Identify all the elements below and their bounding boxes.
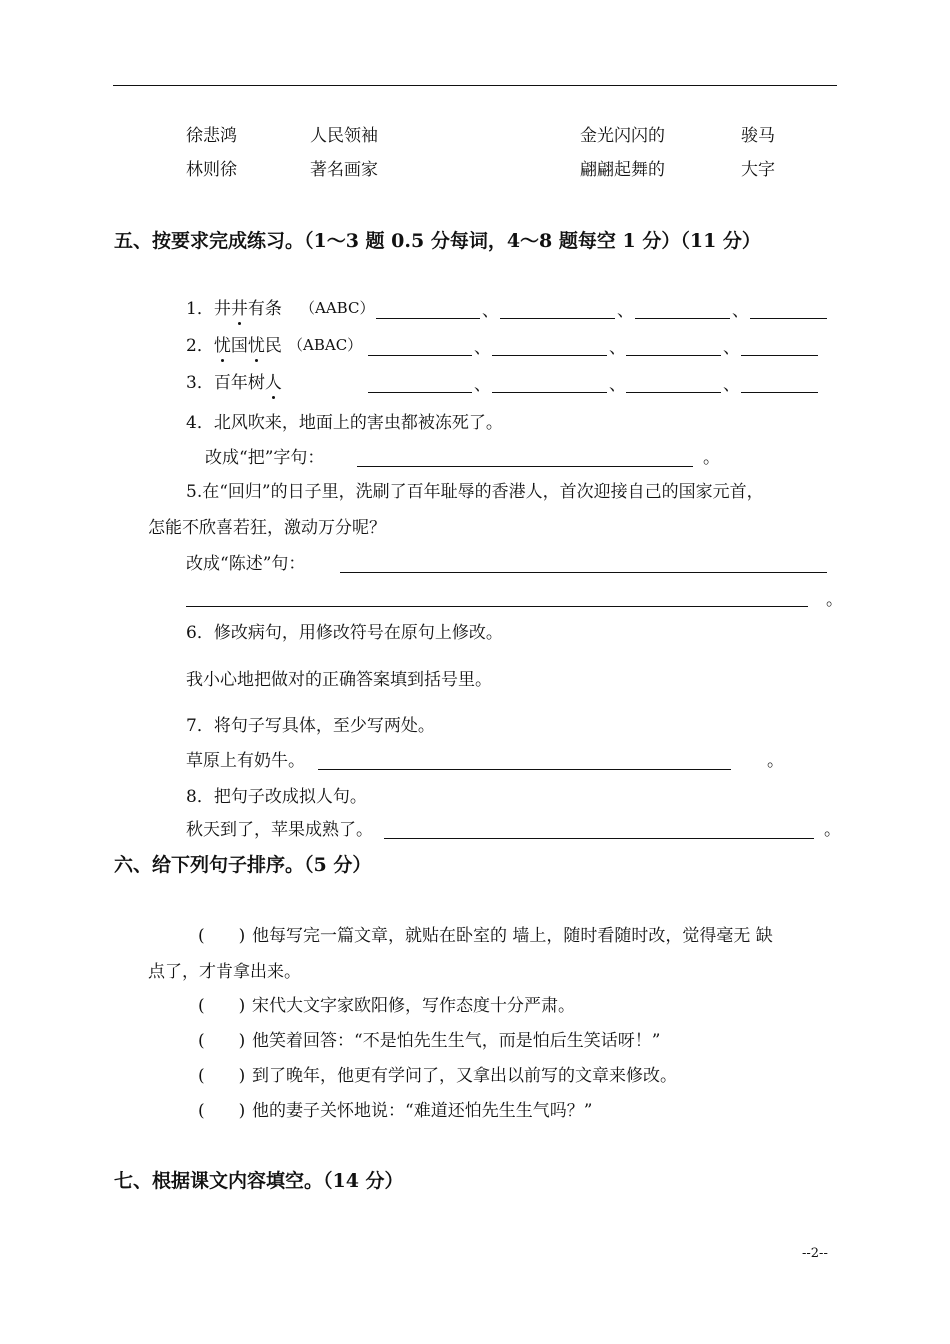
q3-blank-4[interactable] bbox=[741, 392, 818, 393]
order-sentence-3: 他笑着回答：“不是怕先生生气，而是怕后生笑话呀！” bbox=[252, 1031, 661, 1051]
q1-char: 条 bbox=[264, 299, 282, 319]
header-rule bbox=[113, 85, 837, 86]
q8-answer-blank[interactable] bbox=[384, 838, 814, 839]
q3-sep-3: 、 bbox=[723, 375, 740, 395]
q2-number: 2． bbox=[186, 336, 214, 356]
q3-blank-2[interactable] bbox=[492, 392, 607, 393]
q7-answer-blank[interactable] bbox=[318, 769, 731, 770]
q2-sep-2: 、 bbox=[609, 338, 626, 358]
q2-blank-2[interactable] bbox=[492, 355, 607, 356]
section-7-title: 七、根据课文内容填空。（14 分） bbox=[114, 1170, 404, 1192]
q2-line bbox=[186, 338, 282, 355]
q5-answer-blank-2[interactable] bbox=[186, 606, 808, 607]
match-right-2: 著名画家 bbox=[310, 160, 378, 180]
order-paren-4[interactable]: ( ) bbox=[198, 1066, 246, 1086]
q2-pattern: （ABAC） bbox=[288, 336, 363, 354]
q8-period: 。 bbox=[824, 820, 841, 840]
order-sentence-4: 到了晚年，他更有学问了，又拿出以前写的文章来修改。 bbox=[252, 1066, 677, 1086]
q1-char: 有 bbox=[247, 299, 265, 319]
q5-answer-blank-1[interactable] bbox=[340, 572, 827, 573]
q1-blank-1[interactable] bbox=[376, 318, 480, 319]
q1-number: 1． bbox=[186, 299, 214, 319]
q1-pattern: （AABC） bbox=[300, 299, 375, 317]
q1-blank-4[interactable] bbox=[750, 318, 827, 319]
q1-char: 井 bbox=[213, 299, 231, 319]
order-sentence-1-line-1: 他每写完一篇文章，就贴在卧室的 墙上，随时看随时改，觉得毫无 缺 bbox=[252, 926, 773, 946]
q5-period: 。 bbox=[826, 590, 843, 610]
q2-sep-1: 、 bbox=[474, 338, 491, 358]
q3-char: 百 bbox=[213, 373, 231, 393]
page-number: --2-- bbox=[802, 1246, 828, 1261]
q3-blank-3[interactable] bbox=[626, 392, 721, 393]
match-left-3: 金光闪闪的 bbox=[580, 126, 665, 146]
q1-blank-3[interactable] bbox=[635, 318, 730, 319]
q2-blank-3[interactable] bbox=[626, 355, 721, 356]
q8-text: 8．把句子改成拟人句。 bbox=[186, 787, 367, 807]
order-sentence-1-line-2: 点了，才肯拿出来。 bbox=[148, 962, 301, 982]
q1-sep-2: 、 bbox=[617, 301, 634, 321]
q3-char: 人 bbox=[264, 373, 282, 393]
q5-prompt: 改成“陈述”句： bbox=[186, 554, 306, 574]
order-paren-5[interactable]: ( ) bbox=[198, 1101, 246, 1121]
q1-char: 井 bbox=[230, 299, 248, 319]
q2-sep-3: 、 bbox=[723, 338, 740, 358]
q3-char: 年 bbox=[230, 373, 248, 393]
q2-char: 民 bbox=[264, 336, 282, 356]
q1-sep-3: 、 bbox=[732, 301, 749, 321]
order-paren-1[interactable]: ( ) bbox=[198, 926, 246, 946]
q1-line bbox=[186, 301, 282, 318]
q1-sep-1: 、 bbox=[482, 301, 499, 321]
q3-blank-1[interactable] bbox=[368, 392, 472, 393]
q2-blank-4[interactable] bbox=[741, 355, 818, 356]
match-left-1: 徐悲鸿 bbox=[186, 126, 237, 146]
q1-blank-2[interactable] bbox=[500, 318, 615, 319]
match-left-4: 翩翩起舞的 bbox=[580, 160, 665, 180]
q3-line bbox=[186, 375, 282, 392]
match-right-1: 人民领袖 bbox=[310, 126, 378, 146]
q7-period: 。 bbox=[767, 751, 784, 771]
q2-blank-1[interactable] bbox=[368, 355, 472, 356]
q7-text: 7．将句子写具体，至少写两处。 bbox=[186, 716, 435, 736]
q3-chars bbox=[214, 373, 282, 393]
q4-period: 。 bbox=[703, 448, 720, 468]
q5-line-1: 5.在“回归”的日子里，洗刷了百年耻辱的香港人，首次迎接自己的国家元首， bbox=[186, 482, 764, 502]
q6-sentence: 我小心地把做对的正确答案填到括号里。 bbox=[186, 670, 492, 690]
q7-sentence: 草原上有奶牛。 bbox=[186, 751, 305, 771]
q4-prompt: 改成“把”字句： bbox=[205, 448, 325, 468]
section-5-title: 五、按要求完成练习。（1～3 题 0.5 分每词，4～8 题每空 1 分）（11 分） bbox=[114, 230, 761, 252]
q2-char: 忧 bbox=[213, 336, 231, 356]
q3-number: 3． bbox=[186, 373, 214, 393]
q3-sep-2: 、 bbox=[609, 375, 626, 395]
order-sentence-2: 宋代大文字家欧阳修，写作态度十分严肃。 bbox=[252, 996, 575, 1016]
q3-char: 树 bbox=[247, 373, 265, 393]
order-sentence-5: 他的妻子关怀地说：“难道还怕先生生气吗？” bbox=[252, 1101, 593, 1121]
q6-text: 6．修改病句，用修改符号在原句上修改。 bbox=[186, 623, 503, 643]
q1-chars bbox=[214, 299, 282, 319]
q4-answer-blank[interactable] bbox=[357, 466, 693, 467]
section-6-title: 六、给下列句子排序。（5 分） bbox=[114, 854, 372, 876]
q5-line-2: 怎能不欣喜若狂，激动万分呢？ bbox=[148, 518, 386, 538]
match-right-4: 大字 bbox=[741, 160, 775, 180]
q2-char: 国 bbox=[230, 336, 248, 356]
q2-char: 忧 bbox=[247, 336, 265, 356]
match-left-2: 林则徐 bbox=[186, 160, 237, 180]
q4-text: 4．北风吹来，地面上的害虫都被冻死了。 bbox=[186, 413, 503, 433]
order-paren-2[interactable]: ( ) bbox=[198, 996, 246, 1016]
q3-sep-1: 、 bbox=[474, 375, 491, 395]
match-right-3: 骏马 bbox=[741, 126, 775, 146]
q8-sentence: 秋天到了，苹果成熟了。 bbox=[186, 820, 373, 840]
order-paren-3[interactable]: ( ) bbox=[198, 1031, 246, 1051]
q2-chars bbox=[214, 336, 282, 356]
